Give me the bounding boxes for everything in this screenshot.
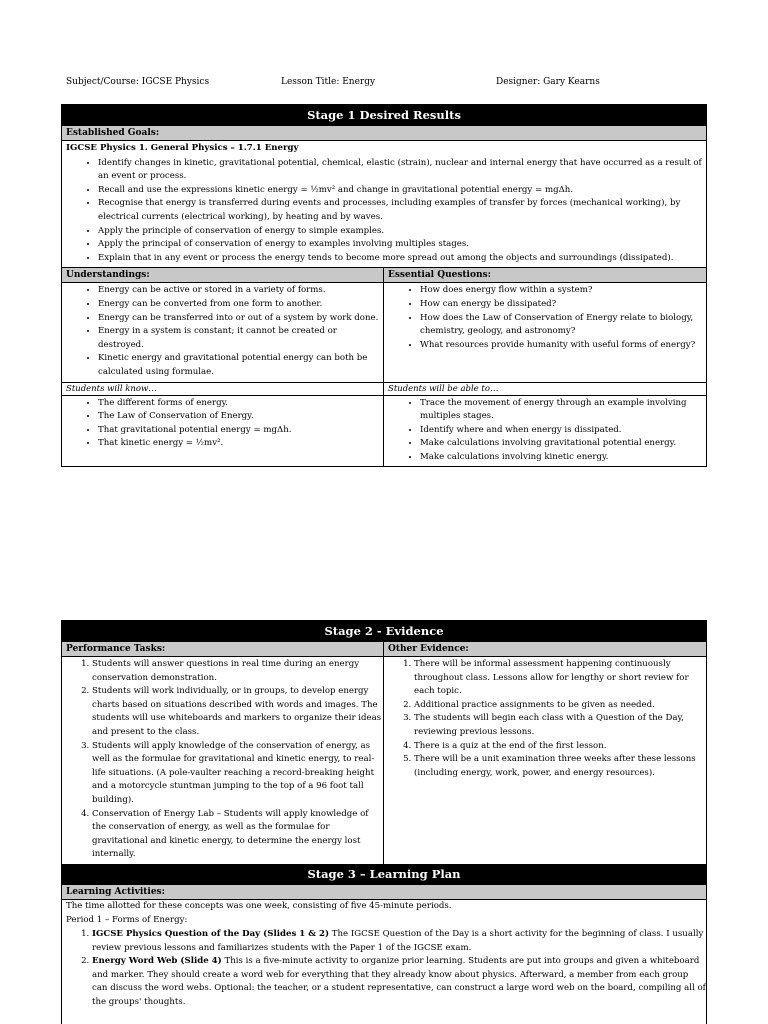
goal-item: • Apply the principal of conservation of energy to examples involving multiples stages.: [98, 238, 706, 252]
goals-subtitle: IGCSE Physics 1. General Physics – 1.7.1 Energy: [66, 143, 299, 153]
learning-activities-heading: Learning Activities:: [62, 885, 706, 900]
question-item: • What resources provide humanity with useful forms of energy?: [420, 339, 706, 353]
subject-course: Subject/Course: IGCSE Physics: [66, 77, 210, 87]
learning-intro: The time allotted for these concepts was one week, consisting of five 45-minute periods.: [66, 900, 452, 911]
question-item: • How does energy flow within a system?: [420, 284, 706, 298]
essential-questions-list: [384, 284, 706, 352]
question-item: • How can energy be dissipated?: [420, 298, 706, 312]
activity-text: The IGCSE Question of the Day is a short activity for the beginning of class. I usually review previous lessons and familiarizes students with the Paper 1 of the IGCSE exam.: [92, 929, 704, 953]
goal-item: • Explain that in any event or process the energy tends to become more spread out among the objects and surroundings (dissipated).: [98, 252, 706, 266]
performance-heading: Performance Tasks:: [62, 642, 383, 657]
able-heading: Students will be able to…: [384, 383, 706, 396]
know-heading: Students will know…: [62, 383, 383, 396]
evidence-row: [62, 642, 706, 864]
stage2-3-table: [61, 620, 707, 1024]
understanding-item: • Energy can be active or stored in a variety of forms.: [98, 284, 383, 298]
learning-plan-list: [62, 928, 706, 1010]
able-item: • Identify where and when energy is dissipated.: [420, 424, 706, 438]
goal-item: • Apply the principle of conservation of energy to simple examples.: [98, 225, 706, 239]
know-item: • The different forms of energy.: [98, 397, 383, 411]
stage2-title: Stage 2 - Evidence: [62, 621, 706, 642]
know-able-row: [62, 382, 706, 467]
performance-item: 3. Students will apply knowledge of the conservation of energy, as well as the formulae for gravitational and kinetic energy, to real-life situations. (A pole-vaulter reaching a record-breaking height and a motorcycle stuntman jumping to the top of a 96 foot tall building).: [92, 740, 383, 808]
performance-item: 2. Students will work individually, or in groups, to develop energy charts based on situations described with words and images. The students will use whiteboards and markers to organize their ideas and present to the class.: [92, 685, 383, 739]
know-item: • The Law of Conservation of Energy.: [98, 410, 383, 424]
stage3-title: Stage 3 – Learning Plan: [62, 864, 706, 885]
evidence-item: 2. Additional practice assignments to be given as needed.: [414, 699, 706, 713]
know-list: [62, 397, 383, 451]
understanding-item: • Energy in a system is constant; it cannot be created or destroyed.: [98, 325, 383, 352]
goal-item: • Recall and use the expressions kinetic energy = ½mv² and change in gravitational potential energy = mgΔh.: [98, 184, 706, 198]
activity-item: [92, 928, 706, 955]
period-heading: Period 1 – Forms of Energy:: [66, 914, 188, 925]
lesson-title: Lesson Title: Energy: [281, 77, 376, 87]
goals-list: [62, 157, 706, 266]
understanding-item: • Energy can be transferred into or out of a system by work done.: [98, 312, 383, 326]
understandings-heading: Understandings:: [62, 268, 383, 283]
activity-item: [92, 955, 706, 1009]
goal-item: • Recognise that energy is transferred during events and processes, including examples of transfer by forces (mechanical working), by electrical currents (electrical working), by heating and by waves.: [98, 197, 706, 224]
designer: Designer: Gary Kearns: [496, 77, 600, 87]
activity-title: Energy Word Web (Slide 4): [92, 956, 222, 967]
understandings-row: [62, 267, 706, 381]
know-item: • That kinetic energy = ½mv².: [98, 437, 383, 451]
other-evidence-list: [384, 658, 706, 780]
evidence-item: 5. There will be a unit examination three weeks after these lessons (including energy, work, power, and energy resources).: [414, 753, 706, 780]
goal-item: • Identify changes in kinetic, gravitational potential, chemical, elastic (strain), nuclear and internal energy that have occurred as a result of an event or process.: [98, 157, 706, 184]
activity-title: IGCSE Physics Question of the Day (Slides 1 & 2): [92, 929, 330, 940]
able-item: • Trace the movement of energy through an example involving multiples stages.: [420, 397, 706, 424]
essential-questions-heading: Essential Questions:: [384, 268, 706, 283]
stage1-table: [61, 104, 707, 467]
other-evidence-heading: Other Evidence:: [384, 642, 706, 657]
able-item: • Make calculations involving gravitational potential energy.: [420, 437, 706, 451]
activity-text: This is a five-minute activity to organize prior learning. Students are put into groups and given a whiteboard and marker. They should create a word web for everything that they already know about physics. Afterward, a member from each group can discuss the word webs. Optional: the teacher, or a student representative, can construct a large word web on the board, compiling all of the groups' thoughts.: [92, 956, 706, 1008]
performance-item: 1. Students will answer questions in real time during an energy conservation demonstration.: [92, 658, 383, 685]
know-item: • That gravitational potential energy = mgΔh.: [98, 424, 383, 438]
stage1-title: Stage 1 Desired Results: [62, 105, 706, 126]
evidence-item: 4. There is a quiz at the end of the first lesson.: [414, 740, 706, 754]
evidence-item: 1. There will be informal assessment happening continuously throughout class. Lessons allow for lengthy or short review for each topic.: [414, 658, 706, 699]
understanding-item: • Energy can be converted from one form to another.: [98, 298, 383, 312]
understandings-list: [62, 284, 383, 379]
question-item: • How does the Law of Conservation of Energy relate to biology, chemistry, geology, and astronomy?: [420, 312, 706, 339]
able-item: • Make calculations involving kinetic energy.: [420, 451, 706, 465]
goals-heading: Established Goals:: [62, 126, 706, 141]
evidence-item: 3. The students will begin each class with a Question of the Day, reviewing previous lessons.: [414, 712, 706, 739]
able-list: [384, 397, 706, 465]
understanding-item: • Kinetic energy and gravitational potential energy can both be calculated using formulae.: [98, 352, 383, 379]
performance-item: 4. Conservation of Energy Lab – Students will apply knowledge of the conservation of energy, as well as the formulae for gravitational and kinetic energy, to determine the energy lost internally.: [92, 808, 383, 862]
performance-tasks-list: [62, 658, 383, 862]
